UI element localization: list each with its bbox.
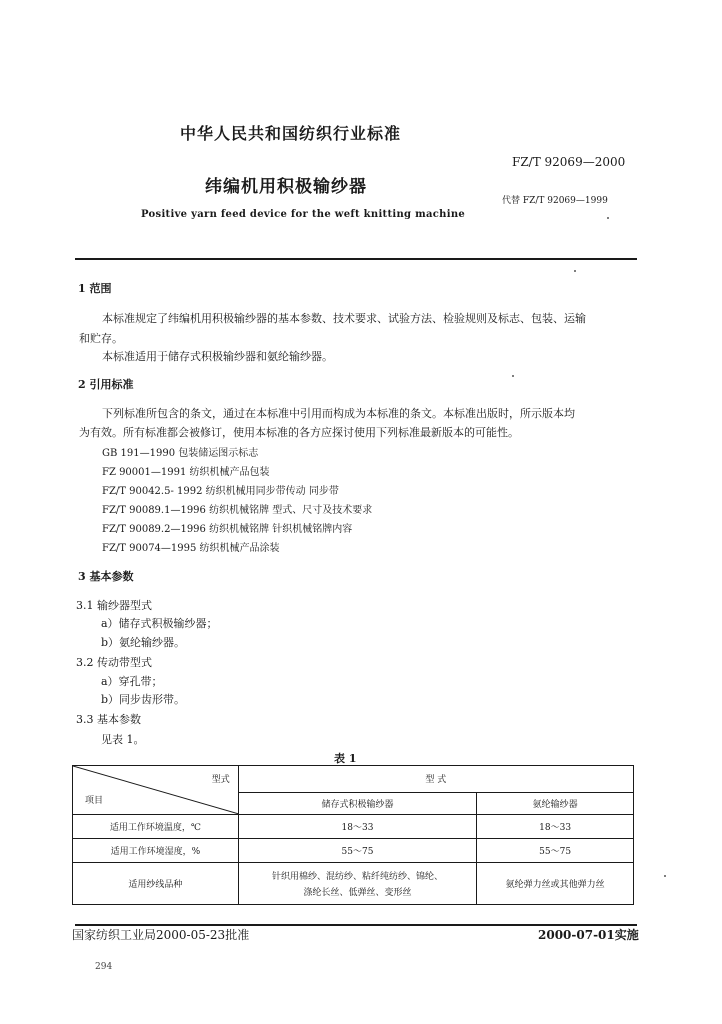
reference-item: FZ/T 90042.5- 1992 纺织机械用同步带传动 同步带	[102, 486, 339, 497]
cell-temperature-storage: 18～33	[238, 815, 477, 839]
cell-temperature-spandex: 18～33	[477, 815, 634, 839]
subsection-3-2-item-b: b）同步齿形带。	[101, 693, 186, 706]
table-group-header: 型 式	[238, 766, 633, 793]
yarn-types-storage-line-1: 针织用棉纱、混纺纱、粘纤纯纺纱、锦纶、	[271, 872, 443, 882]
implementation-date: 2000-07-01实施	[538, 928, 639, 942]
cell-humidity-storage: 55～75	[238, 839, 477, 863]
scan-speck	[664, 875, 666, 877]
scan-speck	[574, 270, 576, 272]
document-title-chinese: 纬编机用积极输纱器	[205, 177, 367, 197]
subsection-3-1-heading: 3.1 输纱器型式	[76, 599, 152, 612]
subsection-3-3-heading: 3.3 基本参数	[76, 713, 141, 726]
corner-label-item: 项目	[85, 796, 104, 806]
standard-code: FZ/T 92069—2000	[512, 155, 626, 169]
column-header-storage-feeder: 储存式积极输纱器	[238, 792, 477, 814]
scan-speck	[607, 217, 609, 219]
section-3-heading: 3 基本参数	[78, 570, 134, 583]
table-header-row	[73, 766, 634, 793]
section-1-heading: 1 范围	[78, 282, 112, 295]
table-corner-cell	[73, 766, 239, 815]
table-caption: 表 1	[334, 752, 357, 765]
table-row	[73, 815, 634, 839]
reference-item: FZ 90001—1991 纺织机械产品包装	[102, 467, 270, 478]
parameters-table	[72, 765, 634, 905]
row-label-humidity: 适用工作环境湿度，%	[73, 839, 239, 863]
replaces-standard: 代替 FZ/T 92069—1999	[502, 196, 608, 206]
scan-speck	[512, 375, 514, 377]
reference-item: FZ/T 90089.1—1996 纺织机械铭牌 型式、尺寸及技术要求	[102, 505, 373, 516]
section-1-paragraph-2: 本标准适用于储存式积极输纱器和氨纶输纱器。	[102, 350, 333, 363]
reference-item: FZ/T 90089.2—1996 纺织机械铭牌 针织机械铭牌内容	[102, 524, 353, 535]
approval-line: 国家纺织工业局2000-05-23批准	[72, 928, 250, 942]
subsection-3-2-item-a: a）穿孔带；	[101, 675, 163, 688]
section-1-paragraph-1-line-1: 本标准规定了纬编机用积极输纱器的基本参数、技术要求、试验方法、检验规则及标志、包装、运输	[102, 312, 586, 325]
row-label-yarn-types: 适用纱线品种	[73, 863, 239, 905]
row-label-temperature: 适用工作环境温度，℃	[73, 815, 239, 839]
yarn-types-storage-line-2: 涤纶长丝、低弹丝、变形丝	[303, 888, 412, 898]
section-2-heading: 2 引用标准	[78, 378, 134, 391]
reference-item: GB 191—1990 包装储运图示标志	[102, 448, 259, 459]
subsection-3-2-heading: 3.2 传动带型式	[76, 656, 152, 669]
cell-yarn-types-spandex: 氨纶弹力丝或其他弹力丝	[477, 863, 634, 905]
section-1-paragraph-1-line-2: 和贮存。	[79, 332, 123, 345]
subsection-3-1-item-b: b）氨纶输纱器。	[101, 636, 186, 649]
cell-humidity-spandex: 55～75	[477, 839, 634, 863]
cell-yarn-types-storage	[238, 863, 477, 905]
document-title-english: Positive yarn feed device for the weft knitting machine	[141, 209, 466, 220]
table-row	[73, 863, 634, 905]
issuing-authority-title: 中华人民共和国纺织行业标准	[180, 124, 402, 143]
subsection-3-1-item-a: a）储存式积极输纱器；	[101, 617, 218, 630]
reference-item: FZ/T 90074—1995 纺织机械产品涂装	[102, 543, 280, 554]
section-2-paragraph-line-1: 下列标准所包含的条文，通过在本标准中引用而构成为本标准的条文。本标准出版时，所示版本均	[102, 407, 575, 420]
corner-label-type: 型式	[211, 775, 230, 785]
section-2-paragraph-line-2: 为有效。所有标准都会被修订，使用本标准的各方应探讨使用下列标准最新版本的可能性。	[79, 426, 519, 439]
column-header-spandex-feeder: 氨纶输纱器	[477, 792, 634, 814]
table-row	[73, 839, 634, 863]
page-number: 294	[95, 962, 113, 972]
header-divider	[75, 258, 637, 260]
subsection-3-3-text: 见表 1。	[101, 733, 145, 746]
